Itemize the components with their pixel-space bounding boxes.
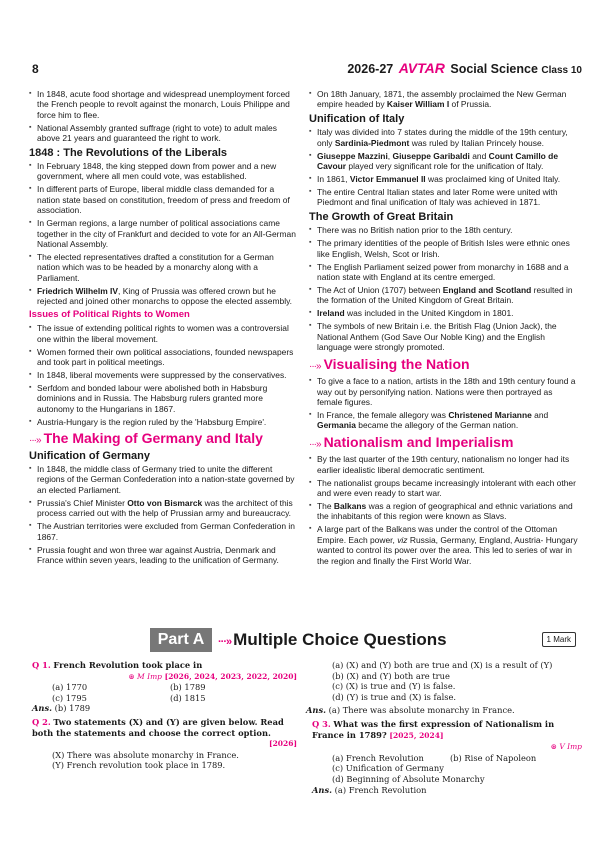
list-item: ▪ To give a face to a nation, artists in the 18th and 19th century found a way out by personifying nation. Nations were then portrayed as female figures. [309, 376, 579, 407]
arrow-icon: ···» [309, 438, 321, 450]
list-item [309, 285, 579, 306]
list-item: ▪ In different parts of Europe, liberal middle class demanded for a nation state based on constitution, freedom of press and freedom of association. [29, 184, 297, 215]
arrow-icon: ···» [218, 636, 234, 648]
list-item: ▪ Prussia fought and won three war against Austria, Denmark and France within seven years, leading to the unification of Germany. [29, 545, 297, 566]
list-item: ▪ Austria-Hungary is the region ruled by the 'Habsburg Empire'. [29, 417, 297, 427]
list-item: ▪ National Assembly granted suffrage (right to vote) to adult males above 21 years and guaranteed the right to work. [29, 123, 297, 144]
germany-bullets [29, 464, 297, 565]
text: of Prussia. [449, 99, 492, 110]
list-item: ▪ The nationalist groups became increasingly intolerant with each other and were even ready to start war. [309, 478, 579, 499]
importance-label: M Imp [137, 671, 162, 681]
options [332, 753, 582, 785]
heading-1848: 1848 : The Revolutions of the Liberals [29, 146, 228, 159]
answer-label: Ans. [312, 784, 333, 795]
bold-term: Christened Marianne [448, 409, 532, 420]
text: was proclaimed king of United Italy. [425, 174, 561, 185]
question-2-answer [306, 705, 582, 716]
list-item [309, 410, 579, 431]
option-a: (a) French Revolution [332, 752, 424, 763]
text: , [387, 150, 393, 161]
heading-text: The Making of Germany and Italy [43, 430, 263, 447]
left-column [29, 89, 297, 568]
year-tag: [2026, 2024, 2023, 2022, 2020] [164, 671, 297, 681]
heading-issues-women: Issues of Political Rights to Women [29, 308, 190, 320]
question-text: What was the first expression of Nationalism in France in 1789? [312, 718, 555, 740]
list-item: ▪ The primary identities of the people of British Isles were ethnic ones like English, Welsh, Scot or Irish. [309, 238, 579, 259]
list-item: ▪ In 1848, liberal movements were suppressed by the conservatives. [29, 370, 297, 380]
list-item: ▪ The symbols of new Britain i.e. the British Flag (Union Jack), the National Anthem (God Save Our Noble King) and the English language were strongly promoted. [309, 321, 579, 352]
subject-label: Social Science [450, 62, 538, 76]
text: On 18th January, 1871, the assembly proclaimed the New German empire headed by [317, 89, 567, 110]
question-number: Q 3. [312, 718, 331, 729]
question-2-options [332, 660, 582, 702]
list-item: ▪ The issue of extending political rights to women was a controversial one within the liberal movement. [29, 323, 297, 344]
option-c: (c) Unification of Germany [332, 763, 444, 774]
answer-text: (a) There was absolute monarchy in France. [328, 705, 515, 716]
option-c: (c) 1795 [52, 692, 87, 703]
part-a-banner [150, 628, 590, 654]
text: In 1861, [317, 174, 350, 185]
heading-unification-germany: Unification of Germany [29, 449, 151, 462]
bold-term: Sardinia-Piedmont [334, 137, 410, 148]
option-c: (c) (X) is true and (Y) is false. [332, 681, 456, 692]
list-item: ▪ In 1848, acute food shortage and widespread unemployment forced the French people to revolt against the monarch, Louis Philippe and force him to flee. [29, 89, 297, 120]
option-d: (d) Beginning of Absolute Monarchy [332, 773, 485, 784]
heading-making-germany-italy [29, 430, 297, 447]
italy-bullets [309, 127, 579, 208]
heading-nationalism-imperialism [309, 433, 579, 450]
bold-term: Otto von Bismarck [127, 497, 203, 508]
visual-bullets [309, 376, 579, 431]
list-item [309, 501, 579, 522]
answer-label: Ans. [32, 703, 53, 714]
text: A large part of the Balkans was under the control of the Ottoman Empire. Each power, [317, 524, 558, 545]
heading-text: Visualising the Nation [323, 355, 470, 372]
options [52, 682, 297, 703]
answer-label: Ans. [306, 705, 327, 716]
bold-term: Giuseppe Mazzini [317, 150, 388, 161]
heading-text: Nationalism and Imperialism [323, 433, 514, 450]
list-item [29, 498, 297, 519]
list-item [309, 174, 579, 184]
text: was a region of geographical and ethnic variations and the inhabitants of this region were known as Slavs. [317, 500, 573, 522]
list-item: ▪ In German regions, a large number of political associations came together in the city of Frankfurt and decided to vote for an All-German National Assembly. [29, 218, 297, 249]
question-text: Two statements (X) and (Y) are given below. Read both the statements and choose the correct option. [32, 716, 284, 738]
liberal-bullets [29, 161, 297, 307]
answer-text: (b) 1789 [54, 703, 91, 714]
nationalism-bullets [309, 454, 579, 566]
intro-bullets [29, 89, 297, 144]
importance-tag: ⊛ M Imp [128, 671, 162, 681]
heading-visualising-nation [309, 355, 579, 372]
bold-term: Germania [317, 420, 356, 431]
list-item: ▪ There was no British nation prior to the 18th century. [309, 225, 579, 235]
italic-term: viz [397, 534, 408, 545]
text: In France, the female allegory was [317, 409, 449, 420]
heading-unification-italy: Unification of Italy [309, 112, 405, 125]
statements [52, 750, 297, 771]
text: and [531, 409, 549, 420]
list-item: ▪ By the last quarter of the 19th century, nationalism no longer had its earlier idealistic liberal democratic sentiment. [309, 454, 579, 475]
importance-label: V Imp [559, 742, 582, 752]
bold-term: Victor Emmanuel II [349, 174, 426, 185]
bold-term: Kaiser William I [386, 99, 450, 110]
heading-great-britain: The Growth of Great Britain [309, 210, 454, 223]
text: Prussia's Chief Minister [37, 497, 128, 508]
option-a: (a) 1770 [52, 682, 88, 693]
text: and [469, 150, 489, 161]
bold-term: Count Camillo de Cavour [317, 150, 559, 172]
list-item [309, 89, 579, 110]
list-item [309, 127, 579, 148]
question-1 [32, 660, 297, 714]
list-item: ▪ The elected representatives drafted a constitution for a German nation which was to be headed by a monarchy along with a Parliament. [29, 252, 297, 283]
list-item: ▪ Serfdom and bonded labour were abolished both in Habsburg dominions and in Russia. The Habsburg rulers granted more autonomy to the Hungarians in 1867. [29, 383, 297, 414]
text: was ruled by Italian Princely house. [409, 137, 544, 148]
empire-bullets [309, 89, 579, 110]
list-item: ▪ In 1848, the middle class of Germany tried to unite the different regions of the German Confederation into a nation-state governed by an elected Parliament. [29, 464, 297, 495]
text: The [317, 500, 334, 511]
brand-heading [347, 60, 582, 76]
list-item: ▪ The English Parliament seized power from monarchy in 1688 and a nation state with England at its centre emerged. [309, 262, 579, 283]
question-number: Q 2. [32, 716, 51, 727]
bold-term: Giuseppe Garibaldi [392, 150, 470, 161]
list-item [29, 286, 297, 307]
importance-tag: ⊛ V Imp [550, 742, 582, 752]
option-d: (d) 1815 [170, 692, 206, 703]
text: was included in the United Kingdom in 1801. [344, 308, 514, 319]
bold-term: Friedrich Wilhelm IV [37, 285, 119, 296]
list-item [309, 308, 579, 318]
issues-bullets [29, 323, 297, 427]
option-b: (b) Rise of Napoleon [450, 752, 537, 763]
text: played very significant role for the unification of Italy. [346, 161, 544, 172]
text: resulted in the formation of the United Kingdom of Great Britain. [317, 285, 573, 306]
question-number: Q 1. [32, 660, 51, 670]
right-column [309, 89, 579, 569]
text: was the architect of this process carried out with the help of Prussian army and bureaucracy. [37, 497, 293, 519]
question-2 [32, 717, 297, 771]
list-item: ▪ The Austrian territories were excluded from German Confederation in 1867. [29, 521, 297, 542]
part-title [218, 630, 447, 650]
text: Russia, Germany, England, Austria- Hungary wanted to control its power over the area. This led to series of war in the region and finally the First World War. [317, 534, 578, 566]
text: Italy was divided into 7 states during the middle of the 19th century, only [317, 127, 568, 148]
question-3 [312, 719, 582, 795]
text: , King of Prussia was offered crown but he rejected and joined other monarchs to oppose the elected assembly. [37, 285, 292, 307]
page-number: 8 [32, 62, 39, 76]
part-title-text: Multiple Choice Questions [233, 630, 447, 649]
questions-left [32, 660, 297, 774]
text: became the allegory of the German nation. [355, 420, 519, 431]
page-header [0, 56, 600, 78]
bold-term: Balkans [333, 500, 367, 511]
question-text: French Revolution took place in [53, 660, 203, 670]
statement-x: (X) There was absolute monarchy in France. [52, 749, 239, 760]
list-item [309, 151, 579, 172]
year-tag: [2026] [269, 739, 297, 749]
answer-text: (a) French Revolution [334, 784, 427, 795]
option-b: (b) (X) and (Y) both are true [332, 670, 450, 681]
marks-badge: 1 Mark [542, 632, 576, 647]
bold-term: Ireland [317, 308, 345, 319]
questions-right [306, 660, 582, 798]
list-item: ▪ In February 1848, the king stepped down from power and a new government, where all men could vote, was established. [29, 161, 297, 182]
statement-y: (Y) French revolution took place in 1789. [52, 760, 226, 771]
part-label: Part A [150, 628, 212, 652]
year-tag: [2025, 2024] [389, 730, 444, 740]
britain-bullets [309, 225, 579, 352]
list-item: ▪ The entire Central Italian states and later Rome were united with Piedmont and final unification of Italy was achieved in 1871. [309, 187, 579, 208]
brand-logo: AVTAR [398, 60, 445, 76]
option-b: (b) 1789 [170, 682, 206, 693]
arrow-icon: ···» [29, 435, 41, 447]
bold-term: England and Scotland [442, 285, 532, 296]
year-label: 2026-27 [347, 62, 394, 76]
option-a: (a) (X) and (Y) both are true and (X) is a result of (Y) [332, 660, 553, 670]
list-item: ▪ Women formed their own political associations, founded newspapers and took part in political meetings. [29, 347, 297, 368]
class-label: Class 10 [541, 65, 582, 76]
list-item [309, 524, 579, 566]
text: The Act of Union (1707) between [317, 285, 443, 296]
arrow-icon: ···» [309, 360, 321, 372]
option-d: (d) (Y) is true and (X) is false. [332, 691, 457, 702]
